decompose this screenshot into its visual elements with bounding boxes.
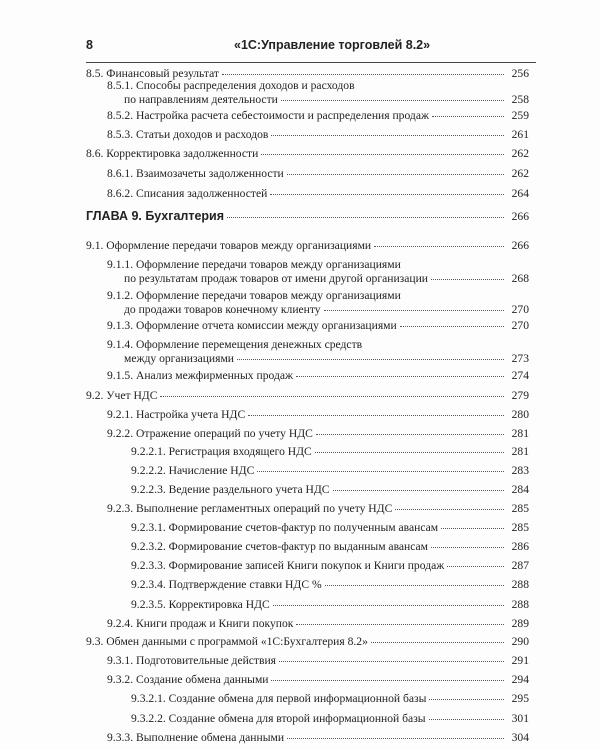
toc-entry	[107, 187, 529, 201]
toc-page-number: 286	[511, 540, 529, 553]
toc-entry-title: 8.6.2. Списания задолженностей	[107, 187, 268, 200]
toc-entry-title: 8.5. Финансовый результат	[86, 67, 219, 80]
running-header	[86, 38, 536, 56]
toc-page-number: 301	[511, 712, 529, 725]
toc-entry-title: 9.2.3.1. Формирование счетов-фактур по полученным авансам	[131, 521, 439, 534]
toc-entry-line	[86, 635, 529, 649]
toc-entry-title: 8.5.3. Статьи доходов и расходов	[107, 128, 269, 141]
toc-entry	[86, 389, 529, 403]
toc-entry-line	[107, 303, 529, 317]
toc-entry-title: 9.2.2.1. Регистрация входящего НДС	[131, 445, 312, 458]
toc-page-number: 283	[511, 464, 529, 477]
dot-leader	[279, 661, 504, 662]
dot-leader	[271, 680, 504, 681]
dot-leader	[296, 376, 504, 377]
dot-leader	[315, 452, 504, 453]
toc-entry-title: 9.1.4. Оформление перемещения денежных средств	[107, 338, 363, 351]
toc-entry-line	[131, 559, 529, 573]
dot-leader	[227, 217, 504, 218]
toc-entry-line	[131, 598, 529, 612]
toc-page-number: 270	[511, 319, 529, 332]
toc-entry-line	[107, 109, 529, 123]
dot-leader	[287, 738, 504, 739]
toc-entry-line	[131, 445, 529, 459]
toc-page-number: 288	[511, 578, 529, 591]
toc-entry	[107, 617, 529, 631]
toc-entry-title: 9.2.1. Настройка учета НДС	[107, 408, 246, 421]
toc-page-number: 261	[511, 128, 529, 141]
toc-entry-line	[107, 319, 529, 333]
dot-leader	[400, 326, 504, 327]
dot-leader	[374, 246, 504, 247]
toc-entry-line	[131, 692, 529, 706]
toc-entry-title: 9.3.2. Создание обмена данными	[107, 673, 269, 686]
toc-entry-line	[107, 187, 529, 201]
toc-page-number: 264	[511, 187, 529, 200]
toc-entry-line	[131, 540, 529, 554]
toc-entry	[107, 502, 529, 516]
dot-leader	[431, 547, 504, 548]
toc-entry-title: 9.2.4. Книги продаж и Книги покупок	[107, 617, 294, 630]
toc-entry-title: по результатам продаж товаров от имени другой организации	[124, 272, 428, 285]
toc-entry-title: 8.6.1. Взаимозачеты задолженности	[107, 167, 284, 180]
toc-entry	[86, 147, 529, 161]
dot-leader	[447, 566, 504, 567]
toc-entry	[86, 635, 529, 649]
dot-leader	[429, 719, 504, 720]
toc-entry-title: 9.3.1. Подготовительные действия	[107, 654, 277, 667]
toc-entry-line	[107, 369, 529, 383]
toc-entry-title: 9.2.3.5. Корректировка НДС	[131, 598, 270, 611]
toc-page-number: 266	[511, 210, 529, 223]
toc-page-number: 273	[511, 352, 529, 365]
toc-entry	[86, 239, 529, 253]
toc-entry-line	[86, 389, 529, 403]
toc-page-number: 256	[511, 67, 529, 80]
toc-page-number: 281	[511, 445, 529, 458]
toc-entry	[107, 289, 529, 317]
toc-entry	[107, 109, 529, 123]
toc-entry-title: между организациями	[124, 352, 234, 365]
toc-entry-title: 9.1. Оформление передачи товаров между организациями	[86, 239, 372, 252]
dot-leader	[281, 100, 504, 101]
dot-leader	[248, 415, 504, 416]
toc-entry-line	[107, 167, 529, 181]
toc-page-number: 268	[511, 272, 529, 285]
toc-entry-line	[107, 352, 529, 366]
toc-page-number: 274	[511, 369, 529, 382]
toc-entry-title: по направлениям деятельности	[124, 93, 278, 106]
toc-entry-line	[86, 147, 529, 161]
toc-entry	[107, 731, 529, 745]
dot-leader	[287, 174, 504, 175]
toc-entry-title: 9.3.2.2. Создание обмена для второй информационной базы	[131, 712, 426, 725]
toc-entry-title: 9.2. Учет НДС	[86, 389, 158, 402]
toc-page-number: 290	[511, 635, 529, 648]
dot-leader	[222, 74, 504, 75]
toc-entry-line	[107, 93, 529, 107]
toc-page-number: 304	[511, 731, 529, 744]
toc-entry	[131, 578, 529, 592]
toc-entry	[131, 712, 529, 726]
toc-page-number: 258	[511, 93, 529, 106]
toc-entry	[107, 338, 529, 366]
toc-entry-line	[86, 209, 529, 224]
toc-entry-title: 8.5.2. Настройка расчета себестоимости и распределения продаж	[107, 109, 429, 122]
toc-chapter-entry	[86, 209, 529, 224]
toc-entry-title: 9.2.3.2. Формирование счетов-фактур по выданным авансам	[131, 540, 429, 553]
toc-entry-line	[107, 673, 529, 687]
toc-entry-line	[107, 272, 529, 286]
toc-entry-line	[131, 712, 529, 726]
toc-page-number: 285	[511, 502, 529, 515]
toc-entry	[107, 319, 529, 333]
toc-entry-title: до продажи товаров конечному клиенту	[124, 303, 321, 316]
toc-entry	[107, 673, 529, 687]
toc-entry	[131, 521, 529, 535]
toc-page-number: 295	[511, 692, 529, 705]
toc-page-number: 294	[511, 673, 529, 686]
dot-leader	[333, 490, 504, 491]
dot-leader	[431, 279, 504, 280]
toc-entry	[131, 559, 529, 573]
toc-entry	[107, 427, 529, 441]
toc-entry	[107, 654, 529, 668]
toc-entry-line	[107, 731, 529, 745]
toc-entry-title: 8.5.1. Способы распределения доходов и расходов	[107, 79, 355, 92]
dot-leader	[432, 116, 504, 117]
toc-entry	[107, 258, 529, 286]
toc-entry-title: 9.2.2. Отражение операций по учету НДС	[107, 427, 313, 440]
dot-leader	[371, 642, 504, 643]
toc-page-number: 288	[511, 598, 529, 611]
toc-page-number: 259	[511, 109, 529, 122]
toc-entry-title: 9.3. Обмен данными с программой «1С:Бухгалтерия 8.2»	[86, 635, 368, 648]
toc-entry-line	[86, 239, 529, 253]
dot-leader	[273, 605, 504, 606]
toc-entry	[131, 445, 529, 459]
toc-page-number: 291	[511, 654, 529, 667]
toc-entry-title: 9.2.3.4. Подтверждение ставки НДС %	[131, 578, 322, 591]
dot-leader	[324, 310, 504, 311]
dot-leader	[270, 194, 504, 195]
toc-entry-line	[107, 128, 529, 142]
toc-entry-title: 9.3.3. Выполнение обмена данными	[107, 731, 285, 744]
toc-entry-line	[107, 502, 529, 516]
toc-entry-line	[131, 578, 529, 592]
dot-leader	[237, 359, 504, 360]
toc-entry-title: 9.3.2.1. Создание обмена для первой информационной базы	[131, 692, 427, 705]
toc-page-number: 270	[511, 303, 529, 316]
toc-page-number: 262	[511, 167, 529, 180]
dot-leader	[325, 585, 504, 586]
toc-entry	[131, 598, 529, 612]
toc-page-number: 281	[511, 427, 529, 440]
toc-entry-line	[131, 483, 529, 497]
dot-leader	[271, 135, 504, 136]
toc-entry-title: 9.2.2.3. Ведение раздельного учета НДС	[131, 483, 330, 496]
toc-entry	[107, 128, 529, 142]
toc-entry-title: 9.1.2. Оформление передачи товаров между организациями	[107, 289, 401, 302]
toc-entry-title: 9.2.3. Выполнение регламентных операций по учету НДС	[107, 502, 393, 515]
toc-entry-title: 9.1.5. Анализ межфирменных продаж	[107, 369, 294, 382]
toc-entry	[131, 464, 529, 478]
toc-entry-line	[107, 408, 529, 422]
toc-entry	[131, 692, 529, 706]
toc-entry-title: 9.2.2.2. Начисление НДС	[131, 464, 255, 477]
toc-entry-line	[107, 617, 529, 631]
toc-entry	[131, 540, 529, 554]
toc-entry-line	[131, 464, 529, 478]
toc-entry-line	[107, 654, 529, 668]
toc-entry-title: 9.1.3. Оформление отчета комиссии между организациями	[107, 319, 397, 332]
toc-page-number: 289	[511, 617, 529, 630]
toc-entry	[107, 167, 529, 181]
dot-leader	[296, 624, 504, 625]
toc-page-number: 280	[511, 408, 529, 421]
dot-leader	[316, 434, 504, 435]
toc-entry-title: 9.2.3.3. Формирование записей Книги покупок и Книги продаж	[131, 559, 445, 572]
toc-page-number: 279	[511, 389, 529, 402]
toc-entry	[107, 369, 529, 383]
toc-page-number: 284	[511, 483, 529, 496]
page-number: 8	[86, 38, 93, 52]
toc-page-number: 266	[511, 239, 529, 252]
toc-entry-line	[107, 338, 529, 352]
toc-entry-title: 9.1.1. Оформление передачи товаров между организациями	[107, 258, 401, 271]
dot-leader	[441, 528, 504, 529]
toc-entry-line	[107, 427, 529, 441]
dot-leader	[257, 471, 504, 472]
toc-entry	[131, 483, 529, 497]
dot-leader	[160, 396, 504, 397]
toc-entry-title: ГЛАВА 9. Бухгалтерия	[86, 209, 225, 223]
toc-entry-line	[131, 521, 529, 535]
dot-leader	[429, 699, 504, 700]
dot-leader	[395, 509, 504, 510]
toc-page-number: 287	[511, 559, 529, 572]
toc-page-number: 285	[511, 521, 529, 534]
toc-entry-line	[107, 79, 529, 93]
toc-entry	[107, 408, 529, 422]
toc-entry	[107, 79, 529, 107]
toc-page-number: 262	[511, 147, 529, 160]
dot-leader	[261, 154, 504, 155]
toc-entry-line	[107, 258, 529, 272]
header-rule	[86, 62, 536, 63]
toc-entry-title: 8.6. Корректировка задолженности	[86, 147, 259, 160]
toc-entry-line	[107, 289, 529, 303]
running-title: «1С:Управление торговлей 8.2»	[234, 38, 431, 52]
